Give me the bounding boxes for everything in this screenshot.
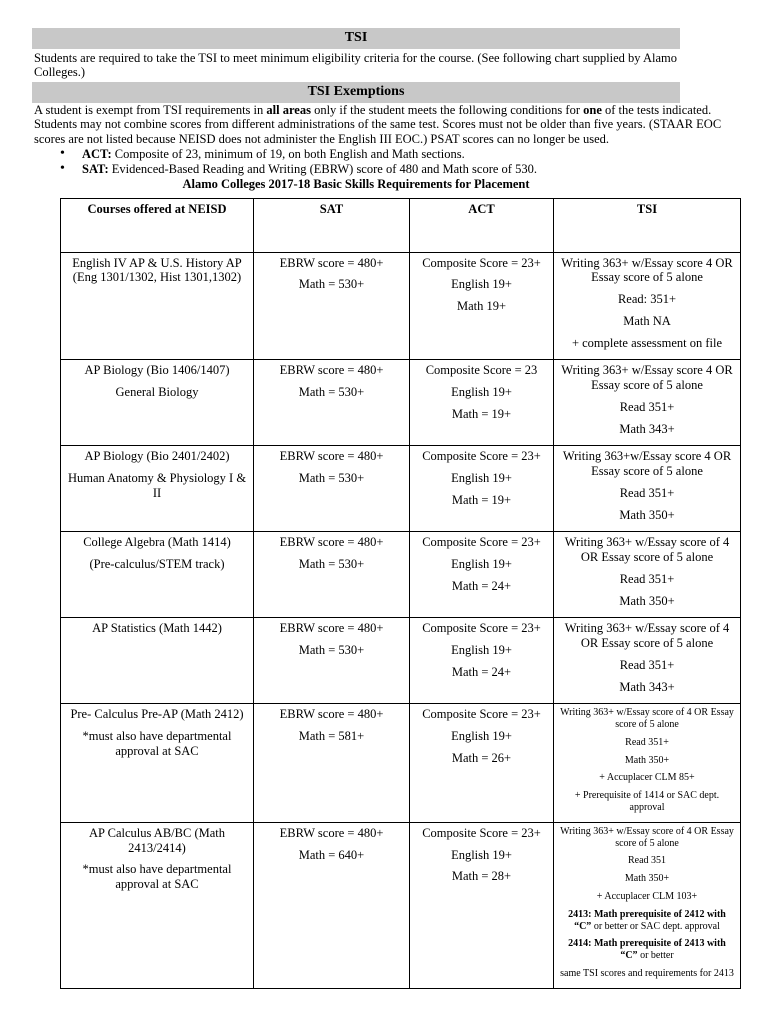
tsi-value: Writing 363+ w/Essay score of 4 OR Essay score of 5 alone: [564, 535, 730, 565]
tsi-value: Math 343+: [619, 679, 675, 694]
tsi-value: Writing 363+ w/Essay score of 4 OR Essay score of 5 alone: [560, 825, 734, 849]
tsi-cell: [554, 618, 741, 704]
tsi-value: Read: 351+: [617, 292, 677, 307]
tsi-cell: [554, 360, 741, 446]
tsi-cell: [554, 532, 741, 618]
tsi-value: Math 350+: [624, 873, 670, 885]
table-row: [61, 360, 741, 446]
tsi-value: Math 350+: [619, 507, 675, 522]
table-row: [61, 446, 741, 532]
sat-cell: [254, 360, 410, 446]
tsi-value: + complete assessment on file: [571, 335, 723, 350]
act-value: Math = 28+: [451, 869, 512, 884]
act-value: English 19+: [451, 847, 512, 862]
table-row: [61, 704, 741, 823]
sat-value: Math = 530+: [298, 557, 365, 572]
header-sat: SAT: [254, 198, 410, 252]
tsi-value: Math 350+: [619, 593, 675, 608]
tsi-value: Math NA: [623, 313, 671, 328]
tsi-cell: [554, 704, 741, 823]
table-row: [61, 618, 741, 704]
sat-value: EBRW score = 480+: [279, 255, 384, 270]
table-row: [61, 822, 741, 988]
tsi-value: same TSI scores and requirements for 2413: [560, 968, 734, 980]
course-name: English IV AP & U.S. History AP (Eng 1301/1302, Hist 1301,1302): [72, 255, 242, 285]
course-name: AP Statistics (Math 1442): [92, 621, 222, 636]
tsi-prereq: 2414: Math prerequisite of 2413 with “C” or better: [568, 938, 726, 962]
tsi-value: Writing 363+ w/Essay score of 4 OR Essay score of 5 alone: [564, 621, 730, 651]
sat-cell: [254, 822, 410, 988]
act-value: Math = 19+: [451, 492, 512, 507]
tsi-value: Read 351+: [619, 571, 675, 586]
sat-cell: [254, 252, 410, 360]
course-name: Pre- Calculus Pre-AP (Math 2412): [70, 707, 244, 722]
act-value: Composite Score = 23: [425, 363, 538, 378]
table-title: Alamo Colleges 2017-18 Basic Skills Requirements for Placement: [182, 176, 530, 191]
exemptions-paragraph: A student is exempt from TSI requirements in all areas only if the student meets the following conditions for one of the tests indicated. Students may not combine scores from different administrations of the same test. Scores must not be older than five years. (STAAR EOC scores are not listed because NEISD does not administer the English III EOC.) PSAT scores can no longer be used.: [34, 102, 722, 147]
header-courses: Courses offered at NEISD: [61, 198, 254, 252]
sat-value: Math = 530+: [298, 643, 365, 658]
act-cell: [410, 252, 554, 360]
act-value: Math = 26+: [451, 750, 512, 765]
course-name: Human Anatomy & Physiology I & II: [67, 471, 247, 500]
course-name: AP Calculus AB/BC (Math 2413/2414): [88, 825, 225, 855]
placement-table: [60, 198, 741, 989]
act-cell: [410, 618, 554, 704]
course-name: AP Biology (Bio 2401/2402): [84, 449, 230, 464]
tsi-value: Writing 363+w/Essay score 4 OR Essay score of 5 alone: [562, 449, 732, 479]
tsi-value: Writing 363+ w/Essay score 4 OR Essay score of 5 alone: [561, 363, 733, 393]
tsi-value: Math 343+: [619, 421, 675, 436]
table-row: [61, 532, 741, 618]
tsi-value: Read 351: [627, 855, 667, 867]
exemptions-heading: TSI Exemptions: [32, 82, 680, 103]
course-cell: [61, 532, 254, 618]
course-name: (Pre-calculus/STEM track): [89, 557, 225, 572]
sat-value: EBRW score = 480+: [279, 825, 384, 840]
act-value: Composite Score = 23+: [422, 825, 541, 840]
course-cell: [61, 822, 254, 988]
act-value: Math = 19+: [451, 406, 512, 421]
act-cell: [410, 822, 554, 988]
header-tsi: TSI: [554, 198, 741, 252]
course-note: *must also have departmental approval at SAC: [82, 729, 232, 758]
exemption-list: [32, 147, 736, 177]
tsi-cell: [554, 446, 741, 532]
course-cell: [61, 360, 254, 446]
sat-value: Math = 530+: [298, 277, 365, 292]
tsi-intro: Students are required to take the TSI to meet minimum eligibility criteria for the course. (See following chart supplied by Alamo Colleges.): [34, 50, 678, 80]
act-value: English 19+: [451, 471, 512, 486]
exemption-item-act: • ACT: Composite of 23, minimum of 19, on both English and Math sections.: [82, 147, 736, 162]
course-cell: [61, 446, 254, 532]
act-value: Composite Score = 23+: [422, 449, 541, 464]
course-cell: [61, 618, 254, 704]
act-cell: [410, 360, 554, 446]
act-value: Math = 24+: [451, 578, 512, 593]
sat-value: EBRW score = 480+: [279, 449, 384, 464]
sat-cell: [254, 446, 410, 532]
sat-value: EBRW score = 480+: [279, 363, 384, 378]
tsi-value: Read 351+: [619, 485, 675, 500]
course-note: *must also have departmental approval at SAC: [82, 862, 232, 892]
tsi-heading: TSI: [32, 28, 680, 49]
tsi-value: Math 350+: [624, 754, 670, 766]
sat-value: Math = 640+: [298, 847, 365, 862]
course-name: General Biology: [115, 385, 199, 400]
exemption-item-sat: • SAT: Evidenced-Based Reading and Writing (EBRW) score of 480 and Math score of 530.: [82, 162, 736, 177]
act-value: English 19+: [451, 557, 512, 572]
sat-value: EBRW score = 480+: [279, 535, 384, 550]
tsi-value: + Prerequisite of 1414 or SAC dept. approval: [574, 790, 720, 814]
sat-value: EBRW score = 480+: [279, 621, 384, 636]
act-cell: [410, 532, 554, 618]
table-header-row: [61, 198, 741, 252]
sat-cell: [254, 532, 410, 618]
course-name: College Algebra (Math 1414): [83, 535, 231, 550]
act-value: English 19+: [451, 729, 512, 744]
act-value: Composite Score = 23+: [422, 255, 541, 270]
course-cell: [61, 252, 254, 360]
table-row: [61, 252, 741, 360]
tsi-value: + Accuplacer CLM 103+: [596, 891, 698, 903]
tsi-value: Writing 363+ w/Essay score of 4 OR Essay score of 5 alone: [560, 707, 734, 731]
tsi-cell: [554, 822, 741, 988]
sat-value: Math = 530+: [298, 471, 365, 486]
act-cell: [410, 704, 554, 823]
act-value: Composite Score = 23+: [422, 535, 541, 550]
act-value: Composite Score = 23+: [422, 707, 541, 722]
sat-value: Math = 581+: [298, 729, 365, 744]
tsi-value: Read 351+: [619, 657, 675, 672]
act-value: Math 19+: [456, 299, 507, 314]
tsi-prereq: 2413: Math prerequisite of 2412 with “C” or better or SAC dept. approval: [568, 908, 726, 932]
header-act: ACT: [410, 198, 554, 252]
act-value: Composite Score = 23+: [422, 621, 541, 636]
sat-cell: [254, 618, 410, 704]
act-value: English 19+: [451, 385, 512, 400]
course-name: AP Biology (Bio 1406/1407): [84, 363, 230, 378]
tsi-value: Writing 363+ w/Essay score 4 OR Essay score of 5 alone: [561, 255, 733, 285]
act-cell: [410, 446, 554, 532]
sat-value: Math = 530+: [298, 385, 365, 400]
sat-cell: [254, 704, 410, 823]
course-cell: [61, 704, 254, 823]
tsi-value: Read 351+: [619, 399, 675, 414]
tsi-cell: [554, 252, 741, 360]
act-value: English 19+: [451, 643, 512, 658]
act-value: English 19+: [451, 277, 512, 292]
act-value: Math = 24+: [451, 664, 512, 679]
tsi-value: + Accuplacer CLM 85+: [599, 772, 695, 784]
tsi-value: Read 351+: [625, 736, 669, 748]
sat-value: EBRW score = 480+: [279, 707, 384, 722]
